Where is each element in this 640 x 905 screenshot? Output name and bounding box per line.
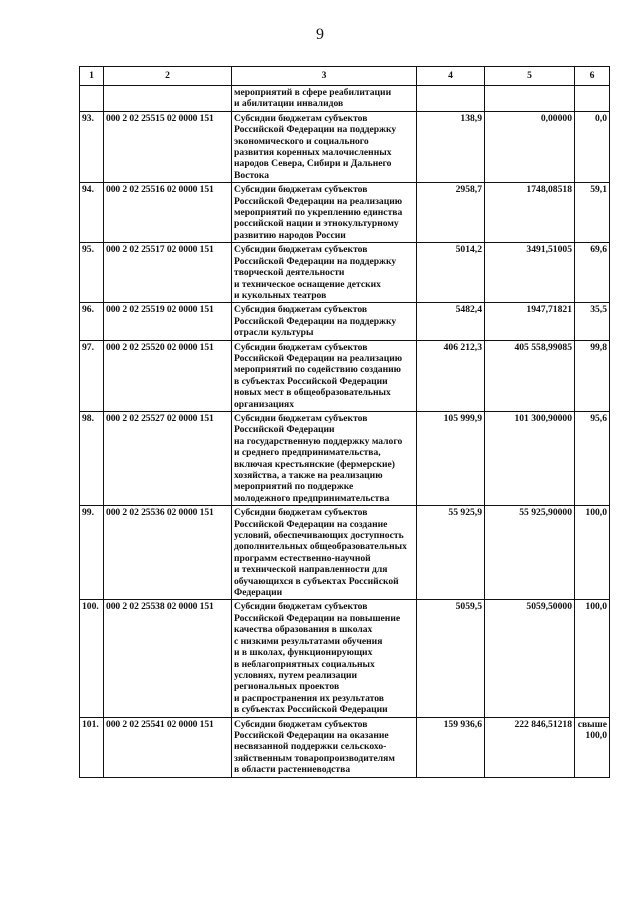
approved-amount: 159 936,6 <box>417 717 485 777</box>
row-number: 99. <box>80 506 104 600</box>
table-row <box>80 303 610 340</box>
name-line: мероприятий по поддержке <box>234 481 354 493</box>
name-line: и кукольных театров <box>234 289 327 301</box>
item-name <box>232 183 417 243</box>
percent-line: свыше <box>577 718 607 730</box>
table-row <box>80 111 610 182</box>
execution-percent <box>575 243 610 303</box>
name-line: Российской Федерации на оказание <box>234 729 389 741</box>
column-header: 1 <box>80 67 104 86</box>
name-line: Федерации <box>234 587 283 599</box>
name-line: Субсидии бюджетам субъектов <box>234 412 368 424</box>
approved-amount: 5059,5 <box>417 600 485 717</box>
table-row <box>80 340 610 411</box>
executed-amount: 101 300,90000 <box>485 411 575 505</box>
budget-code: 000 2 02 25516 02 0000 151 <box>104 183 232 243</box>
row-number: 98. <box>80 411 104 505</box>
table-row <box>80 183 610 243</box>
budget-table <box>79 66 610 778</box>
name-line: Субсидии бюджетам субъектов <box>234 184 368 196</box>
name-line: Субсидии бюджетам субъектов <box>234 718 368 730</box>
row-number: 101. <box>80 717 104 777</box>
name-line: региональных проектов <box>234 681 340 693</box>
name-line: в субъектах Российской Федерации <box>234 704 388 716</box>
approved-amount: 406 212,3 <box>417 340 485 411</box>
name-line: мероприятий в сфере реабилитации <box>234 87 392 98</box>
budget-code: 000 2 02 25527 02 0000 151 <box>104 411 232 505</box>
item-name <box>232 411 417 505</box>
name-line: Субсидии бюджетам субъектов <box>234 244 368 256</box>
percent-line: 69,6 <box>590 244 607 256</box>
approved-amount: 138,9 <box>417 111 485 182</box>
name-line: Субсидия бюджетам субъектов <box>234 304 368 316</box>
name-line: Субсидии бюджетам субъектов <box>234 341 368 353</box>
name-line: Российской Федерации на реализацию <box>234 195 403 207</box>
executed-amount: 3491,51005 <box>485 243 575 303</box>
row-number: 93. <box>80 111 104 182</box>
execution-percent <box>575 600 610 717</box>
item-name <box>232 506 417 600</box>
column-header: 2 <box>104 67 232 86</box>
percent-line: 100,0 <box>585 601 607 613</box>
name-line: программ естественно-научной <box>234 552 371 564</box>
executed-amount: 405 558,99085 <box>485 340 575 411</box>
name-line: Субсидии бюджетам субъектов <box>234 507 368 519</box>
budget-code <box>104 86 232 112</box>
approved-amount: 5014,2 <box>417 243 485 303</box>
name-line: развития коренных малочисленных <box>234 147 392 159</box>
percent-line: 0,0 <box>595 112 607 124</box>
budget-code: 000 2 02 25538 02 0000 151 <box>104 600 232 717</box>
table-row <box>80 243 610 303</box>
item-name <box>232 86 417 112</box>
name-line: в области растениеводства <box>234 764 351 776</box>
name-line: экономического и социального <box>234 135 369 147</box>
percent-line: 95,6 <box>590 412 607 424</box>
execution-percent <box>575 86 610 112</box>
name-line: условиях, путем реализации <box>234 669 358 681</box>
name-line: Субсидии бюджетам субъектов <box>234 112 368 124</box>
budget-code: 000 2 02 25515 02 0000 151 <box>104 111 232 182</box>
name-line: и техническое оснащение детских <box>234 278 381 290</box>
table-row <box>80 506 610 600</box>
percent-line: 35,5 <box>590 304 607 316</box>
name-line: российской нации и этнокультурному <box>234 218 399 230</box>
execution-percent <box>575 506 610 600</box>
name-line: в субъектах Российской Федерации <box>234 375 388 387</box>
table-row <box>80 717 610 777</box>
row-number <box>80 86 104 112</box>
table-row <box>80 411 610 505</box>
row-number: 100. <box>80 600 104 717</box>
page-number: 9 <box>316 26 324 43</box>
approved-amount: 105 999,9 <box>417 411 485 505</box>
name-line: Российской Федерации на создание <box>234 518 388 530</box>
executed-amount: 1947,71821 <box>485 303 575 340</box>
name-line: дополнительных общеобразовательных <box>234 541 407 553</box>
percent-line: 99,8 <box>590 341 607 353</box>
name-line: Российской Федерации на поддержку <box>234 315 397 327</box>
row-number: 94. <box>80 183 104 243</box>
name-line: мероприятий по содействию созданию <box>234 364 401 376</box>
name-line: условий, обеспечивающих доступность <box>234 530 404 542</box>
item-name <box>232 243 417 303</box>
executed-amount: 55 925,90000 <box>485 506 575 600</box>
executed-amount: 222 846,51218 <box>485 717 575 777</box>
execution-percent <box>575 303 610 340</box>
executed-amount: 0,00000 <box>485 111 575 182</box>
name-line: на государственную поддержку малого <box>234 435 403 447</box>
execution-percent <box>575 411 610 505</box>
name-line: включая крестьянские (фермерские) <box>234 458 395 470</box>
execution-percent <box>575 340 610 411</box>
name-line: обучающихся в субъектах Российской <box>234 575 399 587</box>
name-line: зяйственным товаропроизводителям <box>234 752 395 764</box>
name-line: организациях <box>234 398 295 410</box>
budget-code: 000 2 02 25541 02 0000 151 <box>104 717 232 777</box>
column-header: 4 <box>417 67 485 86</box>
header-row <box>80 67 610 86</box>
name-line: и в школах, функционирующих <box>234 647 373 659</box>
name-line: мероприятий по укреплению единства <box>234 207 403 219</box>
name-line: Востока <box>234 169 270 181</box>
name-line: с низкими результатами обучения <box>234 635 383 647</box>
name-line: развитию народов России <box>234 229 346 241</box>
item-name <box>232 111 417 182</box>
name-line: Российской Федерации на реализацию <box>234 352 403 364</box>
name-line: Российской Федерации <box>234 424 335 436</box>
percent-line: 100,0 <box>585 507 607 519</box>
column-header: 5 <box>485 67 575 86</box>
approved-amount <box>417 86 485 112</box>
executed-amount: 5059,50000 <box>485 600 575 717</box>
name-line: и абилитации инвалидов <box>234 98 344 110</box>
row-number: 96. <box>80 303 104 340</box>
approved-amount: 55 925,9 <box>417 506 485 600</box>
percent-line: 100,0 <box>585 729 607 741</box>
execution-percent <box>575 183 610 243</box>
table-row <box>80 600 610 717</box>
budget-code: 000 2 02 25536 02 0000 151 <box>104 506 232 600</box>
name-line: молодежного предпринимательства <box>234 492 390 504</box>
executed-amount <box>485 86 575 112</box>
name-line: Российской Федерации на поддержку <box>234 255 397 267</box>
execution-percent <box>575 111 610 182</box>
column-header: 3 <box>232 67 417 86</box>
budget-code: 000 2 02 25519 02 0000 151 <box>104 303 232 340</box>
item-name <box>232 340 417 411</box>
name-line: Российской Федерации на повышение <box>234 612 401 624</box>
percent-line: 59,1 <box>590 184 607 196</box>
name-line: и среднего предпринимательства, <box>234 447 381 459</box>
row-number: 97. <box>80 340 104 411</box>
approved-amount: 2958,7 <box>417 183 485 243</box>
name-line: народов Севера, Сибири и Дальнего <box>234 158 392 170</box>
approved-amount: 5482,4 <box>417 303 485 340</box>
name-line: несвязанной поддержки сельскохо- <box>234 741 387 753</box>
name-line: Субсидии бюджетам субъектов <box>234 601 368 613</box>
executed-amount: 1748,08518 <box>485 183 575 243</box>
budget-code: 000 2 02 25517 02 0000 151 <box>104 243 232 303</box>
row-number: 95. <box>80 243 104 303</box>
name-line: качества образования в школах <box>234 624 373 636</box>
budget-code: 000 2 02 25520 02 0000 151 <box>104 340 232 411</box>
name-line: и технической направленности для <box>234 564 388 576</box>
name-line: отрасли культуры <box>234 327 314 339</box>
name-line: и распространения их результатов <box>234 692 384 704</box>
continuation-row <box>80 86 610 112</box>
column-header: 6 <box>575 67 610 86</box>
name-line: творческой деятельности <box>234 267 345 279</box>
name-line: новых мест в общеобразовательных <box>234 387 391 399</box>
item-name <box>232 600 417 717</box>
name-line: в неблагоприятных социальных <box>234 658 375 670</box>
execution-percent <box>575 717 610 777</box>
name-line: хозяйства, а также на реализацию <box>234 470 383 481</box>
item-name <box>232 717 417 777</box>
item-name <box>232 303 417 340</box>
name-line: Российской Федерации на поддержку <box>234 124 397 136</box>
